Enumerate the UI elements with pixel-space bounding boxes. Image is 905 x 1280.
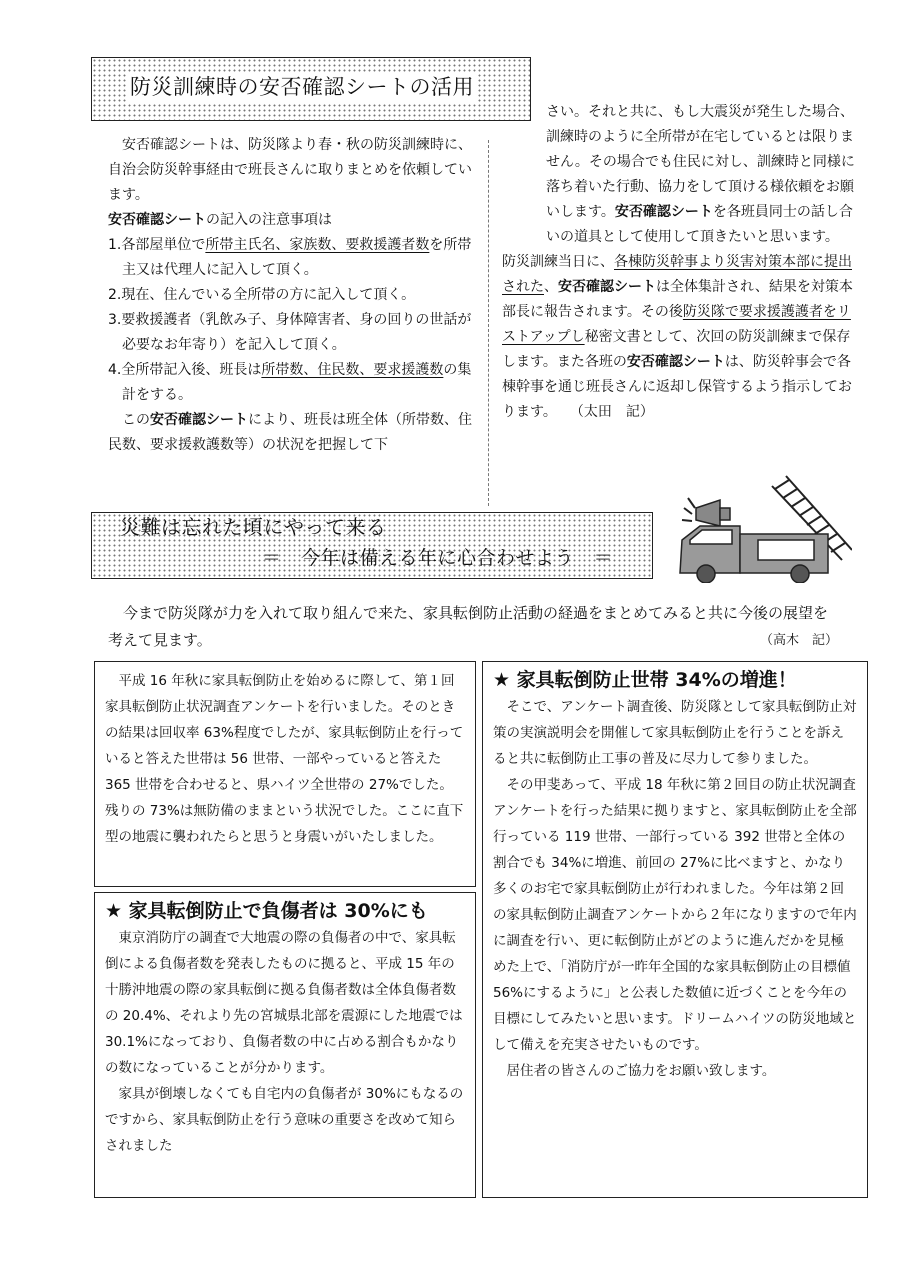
- section1-signature: （太田 記）: [576, 404, 654, 420]
- section2-title-line2: ＝ 今年は備える年に心合わせよう ＝: [262, 547, 614, 569]
- section2-intro-block: [108, 600, 838, 654]
- section1-summary-paragraph: この安否確認シートにより、班長は班全体（所帯数、住民数、要求援救護数等）の状況を把握して下: [108, 412, 472, 453]
- fire-truck-illustration: [662, 468, 852, 583]
- injury-box: [94, 892, 476, 1198]
- notes-heading: [108, 208, 476, 233]
- progress-paragraph-2: その甲斐あって、平成 18 年秋に第２回目の防止状況調査アンケートを行った結果に拠りますと、家具転倒防止を全部行っている 119 世帯、一部行っている 392 世帯と全体の割合でも 34%に増進、前回の 27%に比べますと、かなり多くのお宅で家具転倒防止が行われました。今年は第２回の家具転倒防止調査アンケートから２年になりますので年内に調査を行い、更に転倒防止がどのように進んだかを見極めた上で、「消防庁が一昨年全国的な家具転倒防止の目標値 56%にするように」と公表した数値に近づくことを今年の目標にしてみたいと思います。ドリームハイツの防災地域として備えを充実させたいものです。: [493, 777, 857, 1053]
- note-item-3: 3.要救援護者（乳飲み子、身体障害者、身の回りの世話が必要なお年寄り）を記入して頂く。: [108, 312, 472, 353]
- section1-left-column: [108, 133, 476, 458]
- note-item-4: 4.全所帯記入後、班長は所帯数、住民数、要求援護数の集計をする。: [108, 362, 472, 403]
- note-item-1: 1.各部屋単位で所帯主氏名、家族数、要救援護者数を所帯主又は代理人に記入して頂く。: [108, 237, 472, 278]
- section2-intro: 今まで防災隊が力を入れて取り組んで来た、家具転倒防止活動の経過をまとめてみると共に今後の展望を考えて見ます。 （高木 記）: [108, 600, 838, 654]
- progress-heading: ★ 家具転倒防止世帯 34%の増進！: [493, 669, 797, 691]
- injury-paragraph-1: 東京消防庁の調査で大地震の際の負傷者の中で、家具転倒による負傷者数を発表したものに拠ると、平成 15 年の十勝沖地震の際の家具転倒に拠る負傷者数は全体負傷者数の 20.4%、それより先の宮城県北部を震源にした地震では 30.1%になっており、負傷者数の中に占める割合もかなりの数になっていることが分かります。: [105, 930, 463, 1076]
- injury-heading: ★ 家具転倒防止で負傷者は 30%にも: [105, 900, 428, 922]
- survey-result-text: 平成 16 年秋に家具転倒防止を始めるに際して、第１回家具転倒防止状況調査アンケートを行いました。そのときの結果は回収率 63%程度でしたが、家具転倒防止を行っていると答えた世帯は 56 世帯、一部やっていると答えた 365 世帯を合わせると、県ハイツ全世帯の 27%でした。残りの 73%は無防備のままという状況でした。ここに直下型の地震に襲われたらと思うと身震いがいたしました。: [105, 673, 464, 845]
- section2-signature: （高木 記）: [759, 633, 838, 648]
- column-divider: [488, 140, 489, 506]
- progress-box: [482, 661, 868, 1198]
- progress-paragraph-1: そこで、アンケート調査後、防災隊として家具転倒防止対策の実演説明会を開催して家具転倒防止を行うことを訴えると共に転倒防止工事の普及に尽力して参りました。: [493, 699, 857, 767]
- progress-paragraph-3: 居住者の皆さんのご協力をお願い致します。: [506, 1063, 776, 1079]
- notes-label: 安否確認シート: [108, 212, 206, 228]
- section1-procedure: 防災訓練当日に、各棟防災幹事より災害対策本部に提出された、安否確認シートは全体集計され、結果を対策本部長に報告されます。その後防災隊で要求援護護者をリストアップし秘密文書として、次回の防災訓練まで保存します。また各班の安否確認シートは、防災幹事会で各棟幹事を通じ班長さんに返却し保管するよう指示しております。 （太田 記）: [502, 254, 853, 420]
- note-item-2: 2.現在、住んでいる全所帯の方に記入して頂く。: [108, 287, 416, 303]
- notes-suffix: の記入の注意事項は: [206, 212, 332, 228]
- section1-title: 防災訓練時の安否確認シートの活用: [126, 72, 478, 102]
- section1-continuation: さい。それと共に、もし大震災が発生した場合、訓練時のように全所帯が在宅しているとは限りません。その場合でも住民に対し、訓練時と同様に落ち着いた行動、協力をして頂ける様依頼をお願いします。安否確認シートを各班員同士の話し合いの道具として使用して頂きたいと思います。: [546, 104, 855, 245]
- section1-intro: 安否確認シートは、防災隊より春・秋の防災訓練時に、自治会防災幹事経由で班長さんに取りまとめを依頼しています。: [108, 137, 472, 203]
- injury-paragraph-2: 家具が倒壊しなくても自宅内の負傷者が 30%にもなるのですから、家具転倒防止を行う意味の重要さを改めて知らされました: [105, 1086, 464, 1154]
- section1-right-column: [502, 100, 864, 425]
- section2-title-line1: 災難は忘れた頃にやって来る: [120, 515, 387, 539]
- survey-result-box: [94, 661, 476, 887]
